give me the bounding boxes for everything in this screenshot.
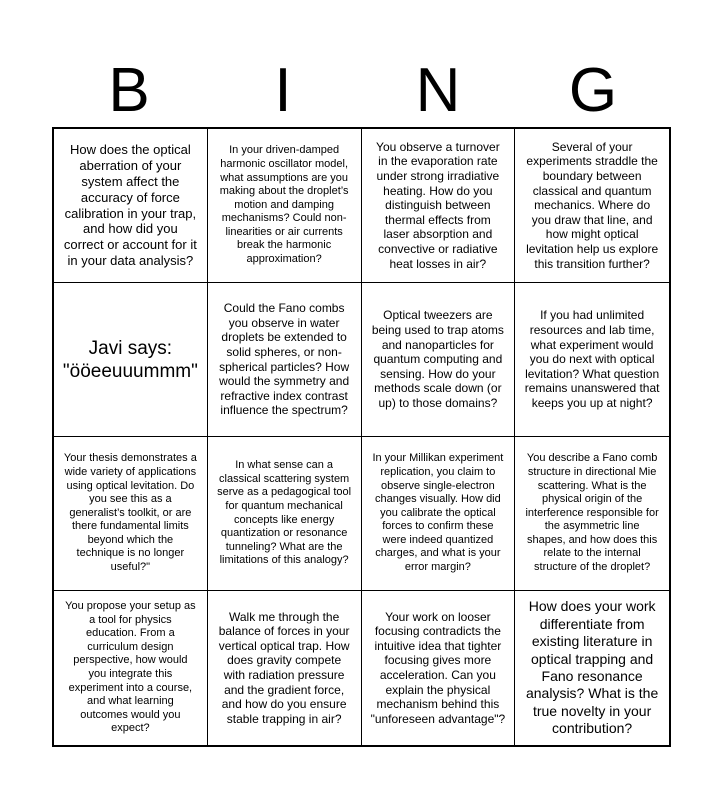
bingo-cell-r2c1[interactable]: Javi says: "ööeeuuummm" (54, 283, 208, 437)
bingo-cell-r3c1[interactable]: Your thesis demonstrates a wide variety of applications using optical levitation. Do you see this as a generalist’s toolkit, or are there fundamental limits beyond which the technique is no longer useful?" (54, 437, 208, 591)
bingo-cell-r2c2[interactable]: Could the Fano combs you observe in water droplets be extended to solid spheres, or non-spherical particles? How would the symmetry and refractive index contrast influence the spectrum? (208, 283, 362, 437)
bingo-cell-r1c1[interactable]: How does the optical aberration of your system affect the accuracy of force calibration in your trap, and how did you correct or account for it in your data analysis? (54, 129, 208, 283)
bingo-card (52, 127, 671, 747)
title-letter-n: N (415, 56, 461, 125)
bingo-cell-r1c3[interactable]: You observe a turnover in the evaporation rate under strong irradiative heating. How do you distinguish between thermal effects from laser absorption and convective or radiative heat losses in air? (362, 129, 516, 283)
bingo-cell-r4c2[interactable]: Walk me through the balance of forces in your vertical optical trap. How does gravity compete with radiation pressure and the gradient force, and how do you ensure stable trapping in air? (208, 591, 362, 745)
bingo-cell-r4c4[interactable]: How does your work differentiate from existing literature in optical trapping and Fano resonance analysis? What is the true novelty in your contribution? (525, 598, 659, 737)
bingo-cell-r3c3[interactable]: In your Millikan experiment replication, you claim to observe single-electron changes visually. How did you calibrate the optical forces to confirm these were indeed quantized charges, and what is your error margin? (362, 437, 516, 591)
bingo-cell-r1c4[interactable]: Several of your experiments straddle the boundary between classical and quantum mechanics. Where do you draw that line, and how might optical levitation help us explore this transition further? (515, 129, 669, 283)
bingo-cell-r1c2[interactable]: In your driven-damped harmonic oscillator model, what assumptions are you making about the droplet’s motion and damping mechanisms? Could non-linearities or air currents break the harmonic approximation? (208, 129, 362, 283)
title-letter-g: G (568, 56, 618, 125)
bingo-cell-r3c2[interactable]: In what sense can a classical scattering system serve as a pedagogical tool for quantum mechanical concepts like energy quantization or resonance tunneling? What are the limitations of this analogy? (208, 437, 362, 591)
bingo-cell-r4c1[interactable]: You propose your setup as a tool for physics education. From a curriculum design perspective, how would you integrate this experiment into a course, and what learning outcomes would you expect? (54, 591, 208, 745)
title-letter-i: I (274, 56, 292, 125)
title-letter-b: B (108, 56, 150, 125)
bingo-cell-r3c4[interactable]: You describe a Fano comb structure in directional Mie scattering. What is the physical origin of the interference responsible for the asymmetric line shapes, and how does this relate to the internal structure of the droplet? (515, 437, 669, 591)
bingo-cell-r4c3[interactable]: Your work on looser focusing contradicts the intuitive idea that tighter focusing gives more acceleration. Can you explain the physical mechanism behind this "unforeseen advantage"? (362, 591, 516, 745)
bingo-cell-r2c3[interactable]: Optical tweezers are being used to trap atoms and nanoparticles for quantum computing and sensing. How do your methods scale down (or up) to those domains? (362, 283, 516, 437)
bingo-cell-r2c4[interactable]: If you had unlimited resources and lab time, what experiment would you do next with optical levitation? What question remains unanswered that keeps you up at night? (515, 283, 669, 437)
bingo-title (52, 58, 671, 124)
